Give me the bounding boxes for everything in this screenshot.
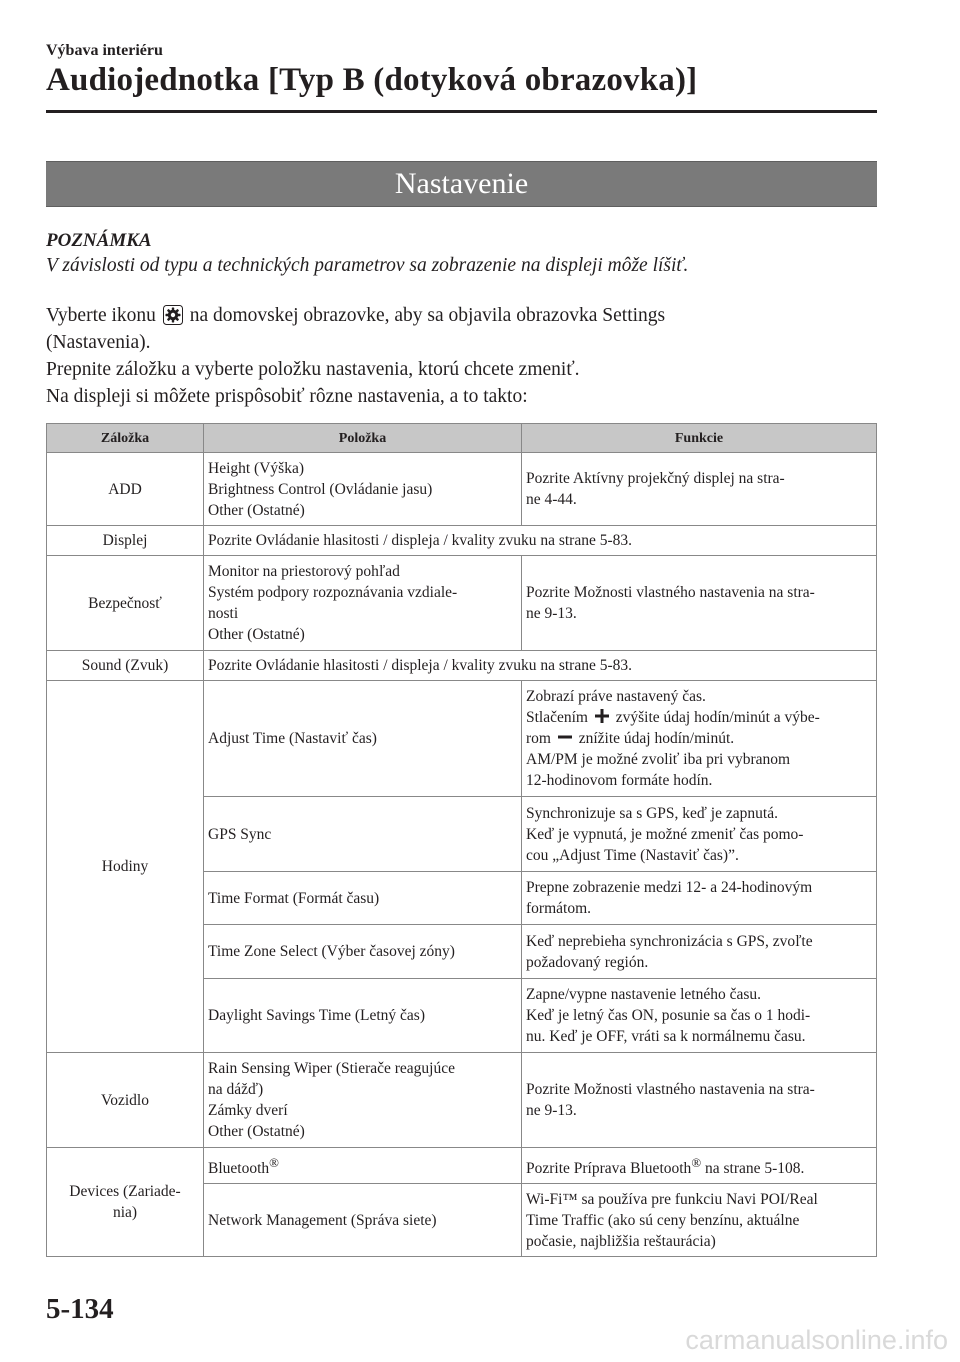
merged-cell: Pozrite Ovládanie hlasitosti / displeja / kvality zvuku na strane 5-83.: [204, 651, 877, 681]
intro-line-1: [46, 302, 876, 329]
function-cell: [522, 1184, 877, 1257]
page-number: 5-134: [46, 1293, 114, 1325]
tab-text: nia): [112, 1204, 138, 1222]
function-cell: [522, 979, 877, 1053]
section-banner: Nastavenie: [46, 161, 877, 207]
table-row: [47, 1148, 877, 1184]
table-header-row: [47, 424, 877, 453]
item-text: Bluetooth: [208, 1160, 270, 1178]
function-cell: [522, 925, 877, 979]
item-text: na dážď): [208, 1081, 264, 1098]
item-cell: [204, 453, 522, 526]
header-tab: Záložka: [47, 424, 204, 453]
note-heading: POZNÁMKA: [46, 230, 152, 251]
item-text: Other (Ostatné): [208, 626, 305, 643]
item-cell: [204, 556, 522, 651]
function-text-part: Stlačením: [526, 709, 588, 726]
item-text: Height (Výška): [208, 459, 304, 477]
item-cell: Adjust Time (Nastaviť čas): [204, 681, 522, 797]
item-text: nosti: [208, 605, 239, 622]
tab-cell-display: Displej: [47, 526, 204, 556]
function-text: Wi-Fi™ sa používa pre funkciu Navi POI/Real: [526, 1190, 818, 1208]
function-cell: [522, 1053, 877, 1148]
settings-table: [46, 423, 877, 1257]
watermark: carmanualsonline.info: [685, 1325, 948, 1355]
function-text: [526, 728, 872, 749]
header-function: Funkcie: [522, 424, 877, 453]
table-row: [47, 1053, 877, 1148]
intro-line-3: Prepnite záložku a vyberte položku nastavenia, ktorú chcete zmeniť.: [46, 359, 580, 380]
tab-cell-add: ADD: [47, 453, 204, 526]
intro-text-a: Vyberte ikonu: [46, 305, 156, 326]
function-text: 12-hodinovom formáte hodín.: [526, 772, 713, 789]
registered-mark: ®: [691, 1155, 702, 1170]
item-cell: Time Format (Formát času): [204, 872, 522, 925]
table-row: [47, 526, 877, 556]
tab-cell-clock: Hodiny: [47, 681, 204, 1053]
item-text: Brightness Control (Ovládanie jasu): [208, 480, 433, 498]
item-text: Monitor na priestorový pohľad: [208, 563, 400, 580]
table-row: [47, 453, 877, 526]
tab-cell-sound: Sound (Zvuk): [47, 651, 204, 681]
table-row: [47, 651, 877, 681]
function-text: Pozrite Možnosti vlastného nastavenia na stra-: [526, 584, 815, 601]
intro-line-2: (Nastavenia).: [46, 332, 151, 353]
function-text: Keď je letný čas ON, posunie sa čas o 1 hodi-: [526, 1007, 811, 1024]
function-cell: [522, 797, 877, 872]
function-text: Time Traffic (ako sú ceny benzínu, aktuálne: [526, 1211, 800, 1229]
function-text: nu. Keď je OFF, vráti sa k normálnemu času.: [526, 1028, 806, 1045]
item-cell: GPS Sync: [204, 797, 522, 872]
breadcrumb: Výbava interiéru: [46, 42, 163, 59]
function-text: ne 4-44.: [526, 491, 577, 508]
function-text: ne 9-13.: [526, 605, 577, 622]
function-cell: [522, 681, 877, 797]
item-cell: [204, 1148, 522, 1184]
tab-cell-devices: [47, 1148, 204, 1257]
function-cell: [522, 872, 877, 925]
function-text: ne 9-13.: [526, 1102, 577, 1119]
function-text: [526, 707, 872, 728]
function-text-part: zvýšite údaj hodín/minút a výbe-: [615, 709, 820, 726]
function-text-part: rom: [526, 730, 551, 747]
function-text: Zobrazí práve nastavený čas.: [526, 688, 706, 705]
settings-gear-icon: [163, 305, 183, 325]
tab-cell-vehicle: Vozidlo: [47, 1053, 204, 1148]
intro-text-b: na domovskej obrazovke, aby sa objavila obrazovka Settings: [189, 305, 666, 326]
title-rule: [46, 110, 877, 113]
function-text: Pozrite Možnosti vlastného nastavenia na stra-: [526, 1081, 815, 1098]
intro-paragraph: [46, 302, 876, 410]
function-text: AM/PM je možné zvoliť iba pri vybranom: [526, 751, 791, 768]
function-text: cou „Adjust Time (Nastaviť čas)”.: [526, 846, 739, 864]
merged-cell: Pozrite Ovládanie hlasitosti / displeja / kvality zvuku na strane 5-83.: [204, 526, 877, 556]
item-text: Rain Sensing Wiper (Stierače reagujúce: [208, 1060, 456, 1077]
function-text-part: Pozrite Príprava Bluetooth: [526, 1160, 692, 1178]
function-cell: [522, 556, 877, 651]
function-text: požadovaný región.: [526, 953, 649, 971]
function-text: Pozrite Aktívny projekčný displej na stra-: [526, 470, 785, 487]
item-cell: Time Zone Select (Výber časovej zóny): [204, 925, 522, 979]
function-text: počasie, najbližšia reštaurácia): [526, 1232, 716, 1250]
item-text: Systém podpory rozpoznávania vzdiale-: [208, 584, 458, 601]
tab-text: Devices (Zariade-: [69, 1183, 181, 1201]
item-text: Other (Ostatné): [208, 1123, 305, 1140]
item-text: Zámky dverí: [208, 1102, 288, 1119]
function-text-part: na strane 5-108.: [701, 1160, 805, 1178]
function-text: Keď je vypnutá, je možné zmeniť čas pomo-: [526, 825, 804, 843]
table-row: [47, 556, 877, 651]
item-cell: Daylight Savings Time (Letný čas): [204, 979, 522, 1053]
registered-mark: ®: [269, 1155, 279, 1170]
page-title: Audiojednotka [Typ B (dotyková obrazovka)]: [46, 62, 698, 98]
function-text: Zapne/vypne nastavenie letného času.: [526, 986, 761, 1003]
item-text: Other (Ostatné): [208, 501, 305, 519]
header-item: Položka: [204, 424, 522, 453]
item-cell: [204, 1053, 522, 1148]
intro-line-4: Na displeji si môžete prispôsobiť rôzne nastavenia, a to takto:: [46, 386, 528, 407]
function-text: formátom.: [526, 900, 591, 917]
plus-icon: [594, 708, 610, 724]
item-cell: Network Management (Správa siete): [204, 1184, 522, 1257]
tab-cell-security: Bezpečnosť: [47, 556, 204, 651]
note-text: V závislosti od typu a technických parametrov sa zobrazenie na displeji môže líšiť.: [46, 255, 689, 276]
table-row: [47, 681, 877, 797]
function-cell: [522, 453, 877, 526]
function-text: Keď neprebieha synchronizácia s GPS, zvoľte: [526, 932, 813, 950]
function-text: Prepne zobrazenie medzi 12- a 24-hodinovým: [526, 879, 813, 896]
function-text: Synchronizuje sa s GPS, keď je zapnutá.: [526, 804, 778, 822]
minus-icon: [557, 729, 573, 745]
function-text-part: znížite údaj hodín/minút.: [578, 730, 735, 747]
function-cell: [522, 1148, 877, 1184]
